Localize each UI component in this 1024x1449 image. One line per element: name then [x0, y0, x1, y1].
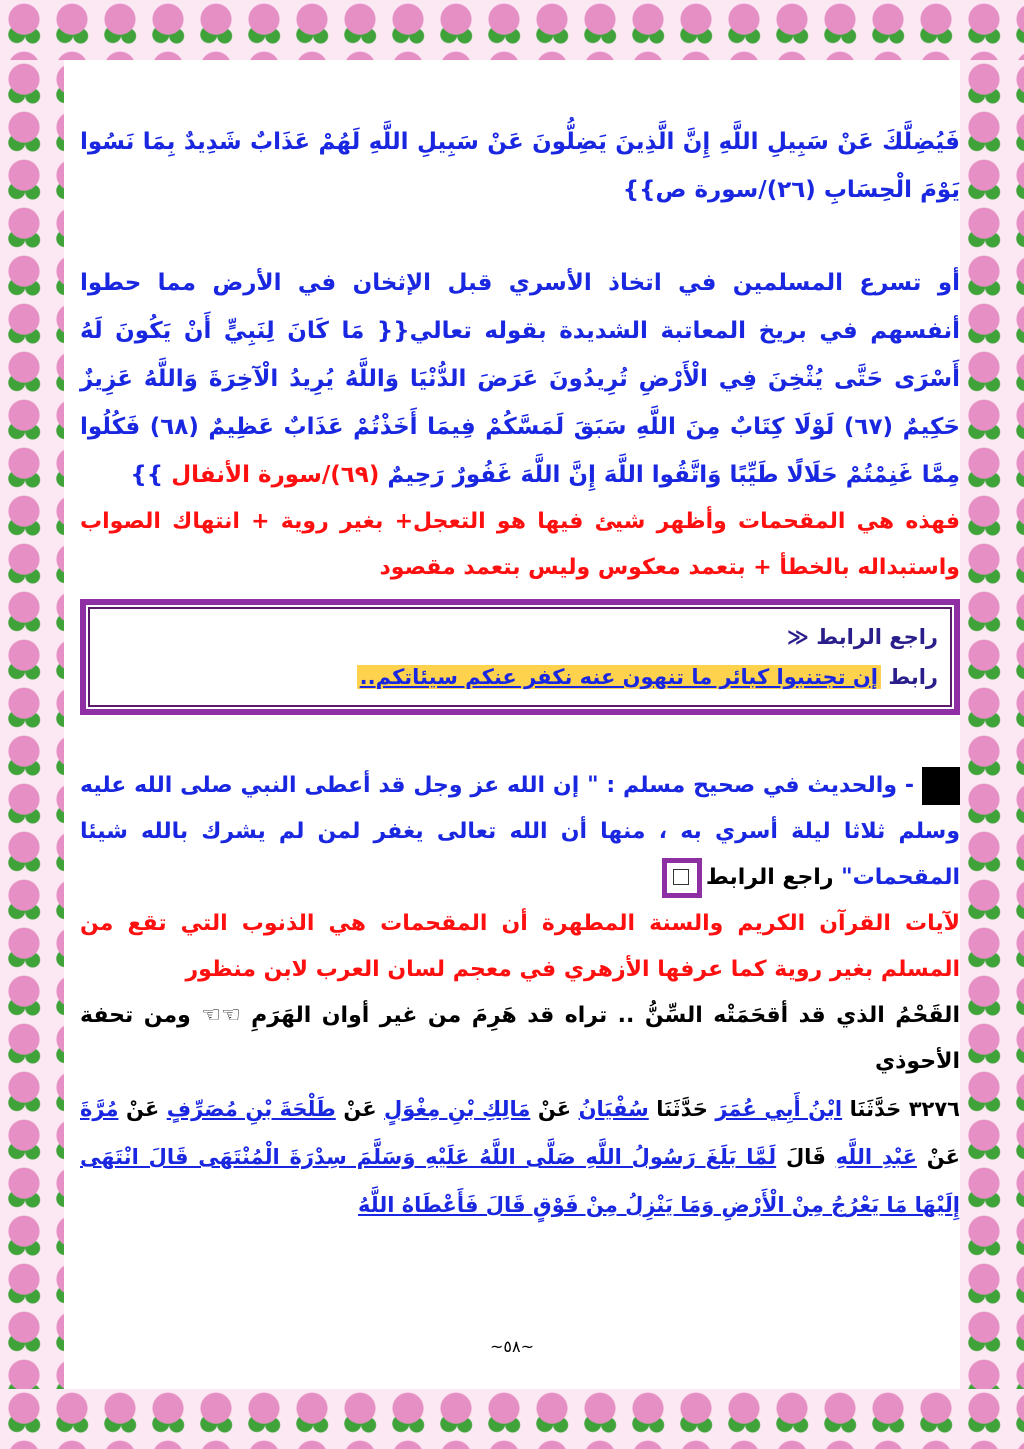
narrator-link[interactable]: سُفْيَانُ [578, 1097, 649, 1121]
anfal-intro: أو تسرع المسلمين في اتخاذ الأسري قبل الإثخان في الأرض مما حطوا أنفسهم في بريخ المعاتبة الشديدة بقوله تعالي{{ [80, 270, 960, 344]
narrator-link[interactable]: ابْنُ أَبِي عُمَرَ [715, 1097, 843, 1121]
poem-after: ومن تحفة الأحوذي [80, 1003, 960, 1074]
flower-border-left [0, 60, 64, 1389]
link-box-title: راجع الرابط [816, 625, 938, 649]
tirmidhi-hadith [80, 1085, 960, 1229]
flower-border-bottom [0, 1389, 1024, 1449]
pointing-hand-icon: ☜☜ [201, 1003, 241, 1028]
anfal-close: }} [130, 462, 172, 488]
anfal-verse: مَا كَانَ لِنَبِيٍّ أَنْ يَكُونَ لَهُ أَسْرَى حَتَّى يُثْخِنَ فِي الْأَرْضِ تُرِيدُونَ عَرَضَ الدُّنْيَا وَاللَّهُ يُرِيدُ الْآخِرَةَ وَاللَّهُ عَزِيزٌ حَكِيمٌ (٦٧) لَوْلَا كِتَابٌ مِنَ اللَّهِ سَبَقَ لَمَسَّكُمْ فِيمَا أَخَذْتُمْ عَذَابٌ عَظِيمٌ (٦٨) فَكُلُوا مِمَّا غَنِمْتُمْ حَلَالًا طَيِّبًا وَاتَّقُوا اللَّهَ إِنَّ اللَّهَ غَفُورٌ رَحِيمٌ [80, 318, 960, 488]
hadith-connector: قَالَ [776, 1145, 836, 1169]
poem-text: القَحْمُ الذي قد أقحَمَتْه السِّنُّ .. تراه قد هَرِمَ من غير أوان الهَرَمِ [251, 1003, 960, 1028]
narrator-link[interactable]: مَالِكِ بْنِ مِغْوَلٍ [384, 1097, 531, 1121]
link-box [80, 599, 960, 715]
link-box-title-row [102, 617, 938, 657]
link-dots: .. [359, 665, 376, 689]
link-box-link-row [102, 657, 938, 697]
quran-sunnah-paragraph: لآيات القرآن الكريم والسنة المطهرة أن المقحمات هي الذنوب التي تقع من المسلم بغير روية كما عرفها الأزهري في معجم لسان العرب لابن منظور [80, 911, 960, 982]
page-content [80, 118, 960, 1229]
hadith-connector: عَنْ [335, 1097, 385, 1121]
hadith-connector: عَنْ [916, 1145, 961, 1169]
poem-line [80, 993, 960, 1085]
black-square-icon [922, 767, 960, 805]
page-number: ~٥٨~ [490, 1337, 534, 1356]
narrator-link[interactable]: طَلْحَةَ بْنِ مُصَرِّفٍ [166, 1097, 336, 1121]
hadith-muslim-paragraph [80, 763, 960, 901]
hadith-ref-label: راجع الرابط [705, 865, 842, 890]
quran-link[interactable] [357, 665, 881, 689]
link-box-icon[interactable] [662, 858, 702, 898]
flower-border-right [960, 60, 1024, 1389]
quran-link-text[interactable]: إن تجتنبوا كبائر ما تنهون عنه نكفر عنكم سيئاتكم [375, 665, 879, 689]
arrow-icon[interactable]: ≪ [786, 625, 809, 649]
hadith-connector: عَنْ [530, 1097, 579, 1121]
narrator-link[interactable]: عَبْدِ اللَّهِ [835, 1145, 917, 1169]
narrator-link[interactable]: مُرَّةَ [80, 1097, 119, 1121]
hadith-matn-link[interactable]: لَمَّا بَلَغَ رَسُولُ اللَّهِ صَلَّى اللَّهُ عَلَيْهِ وَسَلَّمَ سِدْرَةَ الْمُنْتَهَى قَالَ انْتَهَى إِلَيْهَا مَا يَعْرُجُ مِنْ الْأَرْضِ وَمَا يَنْزِلُ مِنْ فَوْقٍ قَالَ فَأَعْطَاهُ اللَّهُ [80, 1145, 960, 1217]
anfal-sura-ref: (٦٩)/سورة الأنفال [171, 462, 380, 488]
hadith-connector: حَدَّثَنَا [648, 1097, 716, 1121]
anfal-paragraph [80, 259, 960, 499]
verse-sad: فَيُضِلَّكَ عَنْ سَبِيلِ اللَّهِ إِنَّ الَّذِينَ يَضِلُّونَ عَنْ سَبِيلِ اللَّهِ لَهُمْ عَذَابٌ شَدِيدٌ بِمَا نَسُوا يَوْمَ الْحِسَابِ (٢٦)/سورة ص}} [80, 129, 960, 203]
link-prefix: رابط [888, 665, 938, 689]
hadith-connector: عَنْ [118, 1097, 167, 1121]
muqhimat-summary: فهذه هي المقحمات وأظهر شيئ فيها هو التعجل+ بغير روية + انتهاك الصواب واستبداله بالخطأ + بتعمد معكوس وليس بتعمد مقصود [80, 509, 960, 580]
flower-border-top [0, 0, 1024, 60]
hadith-muslim-text: - والحديث في صحيح مسلم : " إن الله عز وجل قد أعطى النبي صلى الله عليه وسلم ثلاثا ليلة أسري به ، منها أن الله تعالى يغفر لمن لم يشرك بالله شيئا المقحمات" [80, 773, 960, 890]
hadith-number: ٣٢٧٦ حَدَّثَنَا [842, 1097, 960, 1121]
